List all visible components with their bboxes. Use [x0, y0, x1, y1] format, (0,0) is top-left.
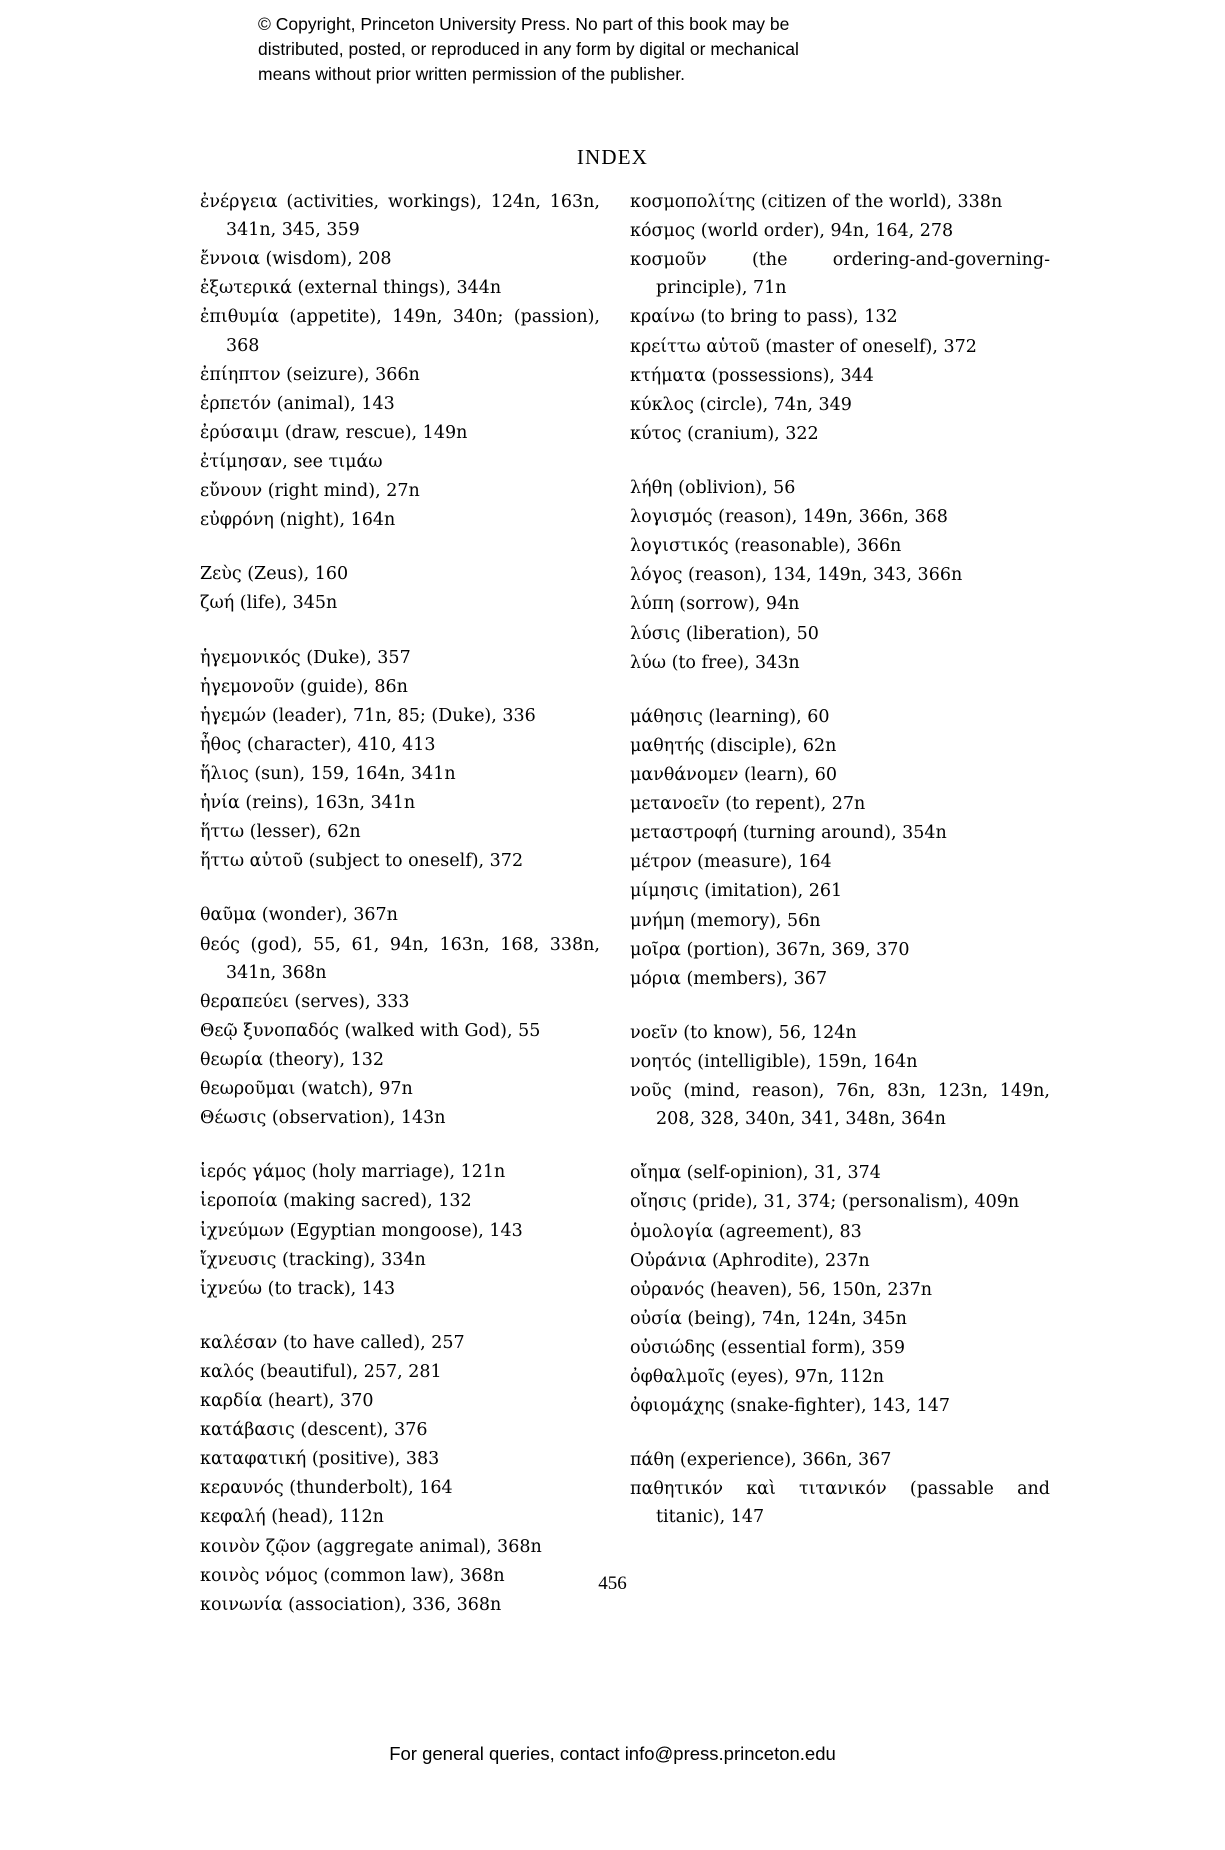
index-entry [200, 931, 600, 987]
index-entry-text: νοῦς (mind, reason), 76n, 83n, 123n, 149n, 208, 328, 340n, 341, 348n, 364n [630, 1081, 1050, 1130]
index-entry-text: οἴησις (pride), 31, 374; (personalism), 409n [630, 1192, 1020, 1213]
index-entry-text: ἥττω αὑτοῦ (subject to oneself), 372 [200, 851, 524, 872]
index-entry [200, 1503, 600, 1531]
index-entry [200, 673, 600, 701]
index-entry-text: ἡγεμών (leader), 71n, 85; (Duke), 336 [200, 705, 536, 726]
index-entry [630, 1276, 1050, 1304]
index-entry [200, 245, 600, 273]
index-entry-text: ἱερός γάμος (holy marriage), 121n [200, 1162, 506, 1183]
index-entry-text: Ζεὺς (Zeus), 160 [200, 564, 349, 585]
index-entry-text: λόγος (reason), 134, 149n, 343, 366n [630, 565, 963, 586]
index-entry [200, 731, 600, 759]
index-entry-text: ἱεροποία (making sacred), 132 [200, 1191, 472, 1212]
index-entry-text: ἡγεμονοῦν (guide), 86n [200, 676, 408, 697]
index-entry [200, 448, 600, 476]
index-entry-text: παθητικόν καὶ τιτανικόν (passable and titanic), 147 [630, 1479, 1050, 1528]
index-entry [630, 907, 1050, 935]
index-entry [200, 789, 600, 817]
index-entry-text: ἰχνεύμων (Egyptian mongoose), 143 [200, 1220, 523, 1241]
index-entry-text: ἴχνευσις (tracking), 334n [200, 1249, 426, 1270]
index-entry-text: εὐφρόνη (night), 164n [200, 510, 396, 531]
index-entry [200, 477, 600, 505]
index-entry [630, 1392, 1050, 1420]
index-entry-text: κεφαλή (head), 112n [200, 1507, 384, 1528]
index-entry-text: οὐρανός (heaven), 56, 150n, 237n [630, 1279, 933, 1300]
index-entry [630, 1048, 1050, 1076]
index-entry [630, 1475, 1050, 1531]
index-entry-text: ὀφιομάχης (snake-fighter), 143, 147 [630, 1396, 950, 1417]
index-entry-text: μανθάνομεν (learn), 60 [630, 764, 838, 785]
index-entry-text: ἐπιθυμία (appetite), 149n, 340n; (passion), 368 [200, 307, 600, 356]
index-entry [200, 1358, 600, 1386]
index-entry-text: πάθη (experience), 366n, 367 [630, 1450, 892, 1471]
index-entry [200, 1591, 600, 1619]
index-entry [630, 936, 1050, 964]
index-entry-text: οὐσία (being), 74n, 124n, 345n [630, 1308, 907, 1329]
index-entry [630, 303, 1050, 331]
index-entry [630, 362, 1050, 390]
index-entry-text: κύκλος (circle), 74n, 349 [630, 394, 852, 415]
index-entry [200, 1329, 600, 1357]
index-entry-text: μαθητής (disciple), 62n [630, 735, 837, 756]
index-entry-text: κοινωνία (association), 336, 368n [200, 1594, 502, 1615]
index-entry [200, 274, 600, 302]
index-entry-text: κτήματα (possessions), 344 [630, 365, 874, 386]
index-entry [200, 644, 600, 672]
index-group [200, 901, 600, 1132]
index-entry-text: ἥττω (lesser), 62n [200, 822, 361, 843]
index-entry [200, 188, 600, 244]
index-entry-text: ἰχνεύω (to track), 143 [200, 1278, 396, 1299]
index-entry-text: ἐτίμησαν, see τιμάω [200, 451, 383, 472]
index-group [630, 1019, 1050, 1133]
index-entry-text: οἴημα (self-opinion), 31, 374 [630, 1163, 881, 1184]
index-entry [630, 391, 1050, 419]
index-entry [200, 702, 600, 730]
index-entry-text: ζωή (life), 345n [200, 593, 338, 614]
index-entry-text: ἥλιος (sun), 159, 164n, 341n [200, 763, 456, 784]
index-entry [200, 988, 600, 1016]
index-entry [630, 246, 1050, 302]
index-entry [200, 506, 600, 534]
index-entry [200, 361, 600, 389]
index-entry [200, 560, 600, 588]
index-entry-text: μεταστροφή (turning around), 354n [630, 823, 947, 844]
index-entry [630, 848, 1050, 876]
index-entry [630, 790, 1050, 818]
index-entry-text: λύω (to free), 343n [630, 652, 800, 673]
index-entry-text: μετανοεῖν (to repent), 27n [630, 794, 866, 815]
index-entry [630, 649, 1050, 677]
index-entry [200, 1046, 600, 1074]
index-entry-text: ἑρπετόν (animal), 143 [200, 393, 395, 414]
index-entry-text: ἐπίηπτον (seizure), 366n [200, 364, 420, 385]
index-entry [630, 732, 1050, 760]
index-entry-text: ἐξωτερικά (external things), 344n [200, 278, 502, 299]
index-group [630, 474, 1050, 677]
index-entry [630, 474, 1050, 502]
index-entry-text: μόρια (members), 367 [630, 968, 828, 989]
index-entry [630, 761, 1050, 789]
index-entry [200, 1217, 600, 1245]
index-entry-text: μάθησις (learning), 60 [630, 706, 830, 727]
index-entry [630, 1446, 1050, 1474]
index-entry-text: κατάβασις (descent), 376 [200, 1420, 428, 1441]
index-entry [630, 217, 1050, 245]
index-entry-text: ἡνία (reins), 163n, 341n [200, 793, 416, 814]
index-entry [200, 1533, 600, 1561]
index-entry [200, 419, 600, 447]
copyright-notice [258, 12, 958, 87]
index-entry-text: θεραπεύει (serves), 333 [200, 991, 410, 1012]
index-entry-text: Θεῷ ξυνοπαδός (walked with God), 55 [200, 1020, 541, 1041]
index-entry-text: λογιστικός (reasonable), 366n [630, 536, 902, 557]
index-entry [630, 420, 1050, 448]
index-entry-text: οὐσιώδης (essential form), 359 [630, 1337, 905, 1358]
index-group [200, 560, 600, 617]
page-number: 456 [598, 1573, 627, 1594]
index-entry [200, 589, 600, 617]
index-entry-text: καρδία (heart), 370 [200, 1391, 374, 1412]
index-entry [630, 1188, 1050, 1216]
index-entry-text: καταφατική (positive), 383 [200, 1449, 440, 1470]
index-entry-text: κοινὸς νόμος (common law), 368n [200, 1565, 505, 1586]
index-entry-text: κύτος (cranium), 322 [630, 423, 819, 444]
footer-note: For general queries, contact info@press.princeton.edu [389, 1743, 836, 1764]
index-entry [200, 818, 600, 846]
index-group [630, 703, 1050, 993]
index-entry [630, 965, 1050, 993]
index-entry-text: θαῦμα (wonder), 367n [200, 905, 398, 926]
index-entry-text: νοητός (intelligible), 159n, 164n [630, 1051, 918, 1072]
index-entry [630, 1247, 1050, 1275]
index-entry [630, 1334, 1050, 1362]
index-entry [630, 503, 1050, 531]
index-entry [630, 877, 1050, 905]
index-entry-text: ἦθος (character), 410, 413 [200, 734, 436, 755]
index-entry-text: κοσμοπολίτης (citizen of the world), 338n [630, 192, 1003, 212]
index-entry [630, 1159, 1050, 1187]
index-group [630, 1446, 1050, 1531]
index-entry-text: λύσις (liberation), 50 [630, 623, 819, 644]
index-entry-text: μέτρον (measure), 164 [630, 852, 832, 873]
index-entry-text: εὔνουν (right mind), 27n [200, 481, 420, 502]
index-entry [630, 620, 1050, 648]
index-entry-text: μνήμη (memory), 56n [630, 910, 821, 931]
index-entry-text: λήθη (oblivion), 56 [630, 477, 796, 498]
index-column-left [200, 188, 600, 1620]
index-group [200, 188, 600, 534]
index-entry [200, 1416, 600, 1444]
page-title: INDEX [576, 145, 649, 169]
index-entry [200, 390, 600, 418]
index-entry [200, 901, 600, 929]
index-entry [630, 1363, 1050, 1391]
index-entry-text: κραίνω (to bring to pass), 132 [630, 307, 898, 328]
index-entry [200, 303, 600, 359]
copyright-line-1: © Copyright, Princeton University Press. No part of this book may be [258, 14, 790, 34]
index-entry [200, 1387, 600, 1415]
index-entry-text: ὀφθαλμοῖς (eyes), 97n, 112n [630, 1367, 885, 1388]
index-entry-text: κοινὸν ζῷον (aggregate animal), 368n [200, 1536, 542, 1557]
index-entry [200, 1187, 600, 1215]
index-group [200, 1158, 600, 1303]
index-entry-text: θεός (god), 55, 61, 94n, 163n, 168, 338n, 341n, 368n [200, 934, 600, 983]
index-entry-text: κρείττω αὑτοῦ (master of oneself), 372 [630, 336, 977, 357]
index-entry-text: νοεῖν (to know), 56, 124n [630, 1022, 857, 1043]
copyright-line-3: means without prior written permission of the publisher. [258, 63, 686, 84]
index-entry [630, 1019, 1050, 1047]
index-entry [200, 1474, 600, 1502]
index-entry-text: μίμησις (imitation), 261 [630, 881, 843, 902]
index-entry-text: κεραυνός (thunderbolt), 164 [200, 1478, 453, 1499]
index-entry-text: ἐρύσαιμι (draw, rescue), 149n [200, 422, 468, 443]
index-entry-text: λογισμός (reason), 149n, 366n, 368 [630, 507, 948, 528]
index-group [200, 644, 600, 876]
index-entry-text: κοσμοῦν (the ordering-and-governing-principle), 71n [630, 250, 1050, 299]
index-entry [200, 1075, 600, 1103]
index-entry [200, 1158, 600, 1186]
index-entry [630, 1077, 1050, 1133]
index-entry-text: λύπη (sorrow), 94n [630, 594, 800, 615]
index-entry-text: κόσμος (world order), 94n, 164, 278 [630, 221, 954, 242]
index-entry [200, 1246, 600, 1274]
index-entry-text: καλός (beautiful), 257, 281 [200, 1361, 442, 1382]
index-entry [200, 847, 600, 875]
index-entry [630, 590, 1050, 618]
copyright-line-2: distributed, posted, or reproduced in any form by digital or mechanical [258, 38, 799, 59]
index-entry [200, 1445, 600, 1473]
index-column-right [630, 188, 1050, 1620]
index-group [630, 1159, 1050, 1420]
index-group [630, 188, 1050, 448]
index-entry-text: θεωρία (theory), 132 [200, 1049, 385, 1070]
index-columns [200, 188, 1050, 1620]
index-entry-text: καλέσαν (to have called), 257 [200, 1332, 465, 1353]
index-entry [630, 1305, 1050, 1333]
index-entry-text: ἡγεμονικός (Duke), 357 [200, 647, 411, 668]
index-entry [630, 561, 1050, 589]
index-entry-text: Οὐράνια (Aphrodite), 237n [630, 1250, 870, 1271]
index-entry-text: Θέωσις (observation), 143n [200, 1108, 446, 1129]
index-entry [630, 703, 1050, 731]
index-entry-text: ἐνέργεια (activities, workings), 124n, 163n, 341n, 345, 359 [200, 192, 600, 241]
index-entry-text: θεωροῦμαι (watch), 97n [200, 1079, 413, 1100]
index-entry [200, 1104, 600, 1132]
index-entry [630, 1218, 1050, 1246]
index-entry [200, 760, 600, 788]
index-entry-text: ὁμολογία (agreement), 83 [630, 1221, 862, 1242]
index-entry [630, 333, 1050, 361]
index-entry-text: ἔννοια (wisdom), 208 [200, 249, 392, 270]
index-entry [630, 188, 1050, 216]
index-entry [200, 1017, 600, 1045]
index-entry-text: μοῖρα (portion), 367n, 369, 370 [630, 939, 910, 960]
index-entry [630, 532, 1050, 560]
index-entry [630, 819, 1050, 847]
index-entry [200, 1275, 600, 1303]
